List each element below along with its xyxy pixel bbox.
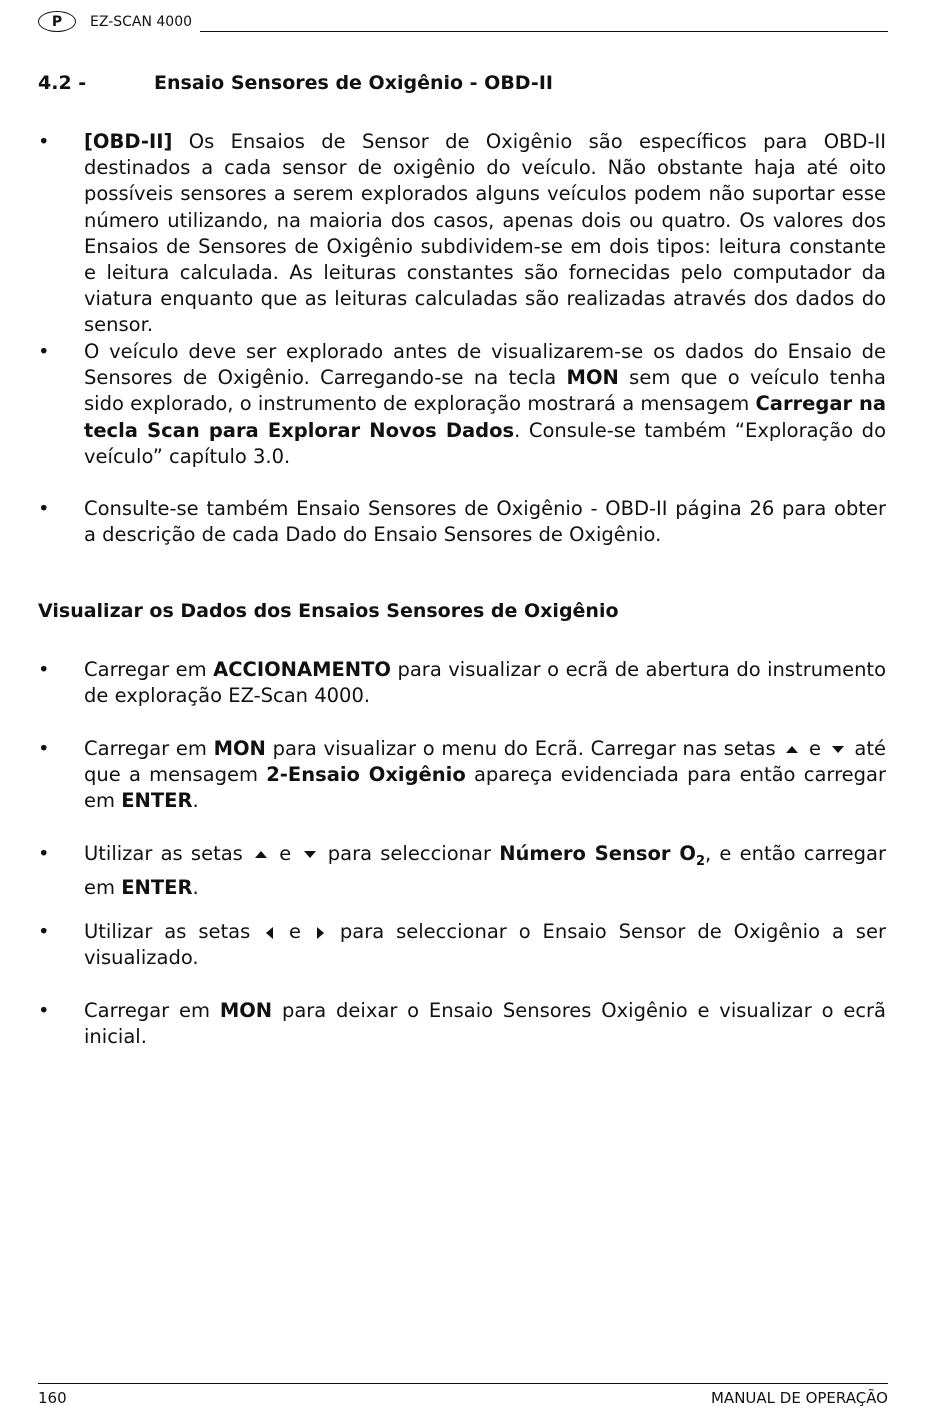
text-run: para visualizar o ecrã de abertura do instrumento de exploração EZ-Scan 4000. [84,658,887,708]
text-run: , e então carregar em [84,842,887,900]
text-run: Carregar em [84,658,214,681]
manual-title: MANUAL DE OPERAÇÃO [710,1389,888,1407]
header-title: EZ-SCAN 4000 [90,14,193,30]
text-run: para seleccionar o Ensaio Sensor de Oxigênio a ser visualizado. [84,920,886,970]
key-enter: ENTER [121,876,193,900]
text-run: para seleccionar [319,842,500,865]
key-enter: ENTER [121,789,193,813]
page-number: 160 [38,1389,67,1407]
paragraph [84,339,886,470]
bullet-mark: • [38,658,50,681]
list-item [38,129,886,339]
sensor-number-label [499,842,705,869]
page-footer [38,1383,888,1407]
step-text [84,919,886,971]
key-mon: MON [566,366,619,390]
text-run: Carregar em [84,999,220,1022]
arrow-up-icon [786,746,798,753]
section-number: 4.2 - [38,72,87,94]
menu-item-label: 2-Ensaio Oxigênio [266,763,466,787]
subscript: 2 [695,853,705,869]
text-run: e [802,737,828,760]
arrow-right-icon [317,927,324,939]
text-run: . [192,876,199,900]
paragraph [84,496,886,548]
page-header [38,11,888,35]
header-rule [200,31,888,32]
text-run: . [192,789,199,813]
key-mon: MON [213,737,266,760]
step-text [84,841,886,901]
bullet-mark: • [38,737,50,760]
language-badge: P [38,11,76,32]
arrow-left-icon [266,927,273,939]
arrow-down-icon [832,746,844,753]
bullet-mark: • [38,842,50,865]
section-heading [38,72,888,94]
obd-tag: [OBD-II] [84,130,173,153]
key-mon: MON [219,999,273,1022]
text-run: Utilizar as setas [84,842,252,865]
text-run: sem que o veículo tenha sido explorado, o instrumento de exploração mostrará a mensagem [84,366,886,416]
bullet-mark: • [38,920,50,943]
key-accionamento: ACCIONAMENTO [213,658,391,681]
text-run: para visualizar o menu do Ecrã. Carregar nas setas [265,737,783,760]
step-text [84,998,886,1050]
list-item [38,841,886,901]
list-item [38,998,886,1050]
paragraph-text: Os Ensaios de Sensor de Oxigênio são específicos para OBD-II destinados a cada sensor de oxigênio do veículo. Não obstante haja até oito possíveis sensores a serem explorados alguns veículos podem não suportar esse número utilizando, na maioria dos casos, apenas dois ou quatro. Os valores dos Ensaios de Sensores de Oxigênio subdividem-se em dois tipos: leitura constante e leitura calculada. As leituras constantes são fornecidas pelo computador da viatura enquanto que as leituras calculadas são realizadas através dos dados do sensor. [84,130,886,337]
text-run: até que a mensagem [84,737,886,787]
section-title: Ensaio Sensores de Oxigênio - OBD-II [154,72,553,94]
list-item [38,339,886,470]
text-run: e [277,920,313,943]
list-item [38,919,886,971]
list-item [38,736,886,815]
text-run: apareça evidenciada para então carregar em [84,763,886,813]
text-run: Utilizar as setas [84,920,263,943]
bullet-mark: • [38,497,50,520]
arrow-up-icon [255,851,267,858]
subheading: Visualizar os Dados dos Ensaios Sensores de Oxigênio [38,600,619,622]
text-run: Carregar em [84,737,214,760]
step-text [84,736,886,815]
bullet-mark: • [38,130,50,153]
list-item [38,496,886,548]
arrow-down-icon [304,851,316,858]
bullet-mark: • [38,340,50,363]
text-run: para deixar o Ensaio Sensores Oxigênio e visualizar o ecrã inicial. [84,999,887,1049]
footer-rule [38,1383,888,1384]
list-item [38,657,886,709]
paragraph-text: Consulte-se também Ensaio Sensores de Oxigênio - OBD-II página 26 para obter a descrição de cada Dado do Ensaio Sensores de Oxigênio. [84,497,886,547]
text-run: Número Sensor O [499,842,696,865]
step-text [84,657,886,709]
text-run: e [271,842,300,865]
text-run: O veículo deve ser explorado antes de visualizarem-se os dados do Ensaio de Sensores de Oxigênio. Carregando-se na tecla [84,340,886,390]
text-run: . Consule-se também “Exploração do veículo” capítulo 3.0. [84,418,886,468]
scan-message: Carregar na tecla Scan para Explorar Novos Dados [84,392,886,442]
paragraph [84,129,886,339]
bullet-mark: • [38,999,50,1022]
